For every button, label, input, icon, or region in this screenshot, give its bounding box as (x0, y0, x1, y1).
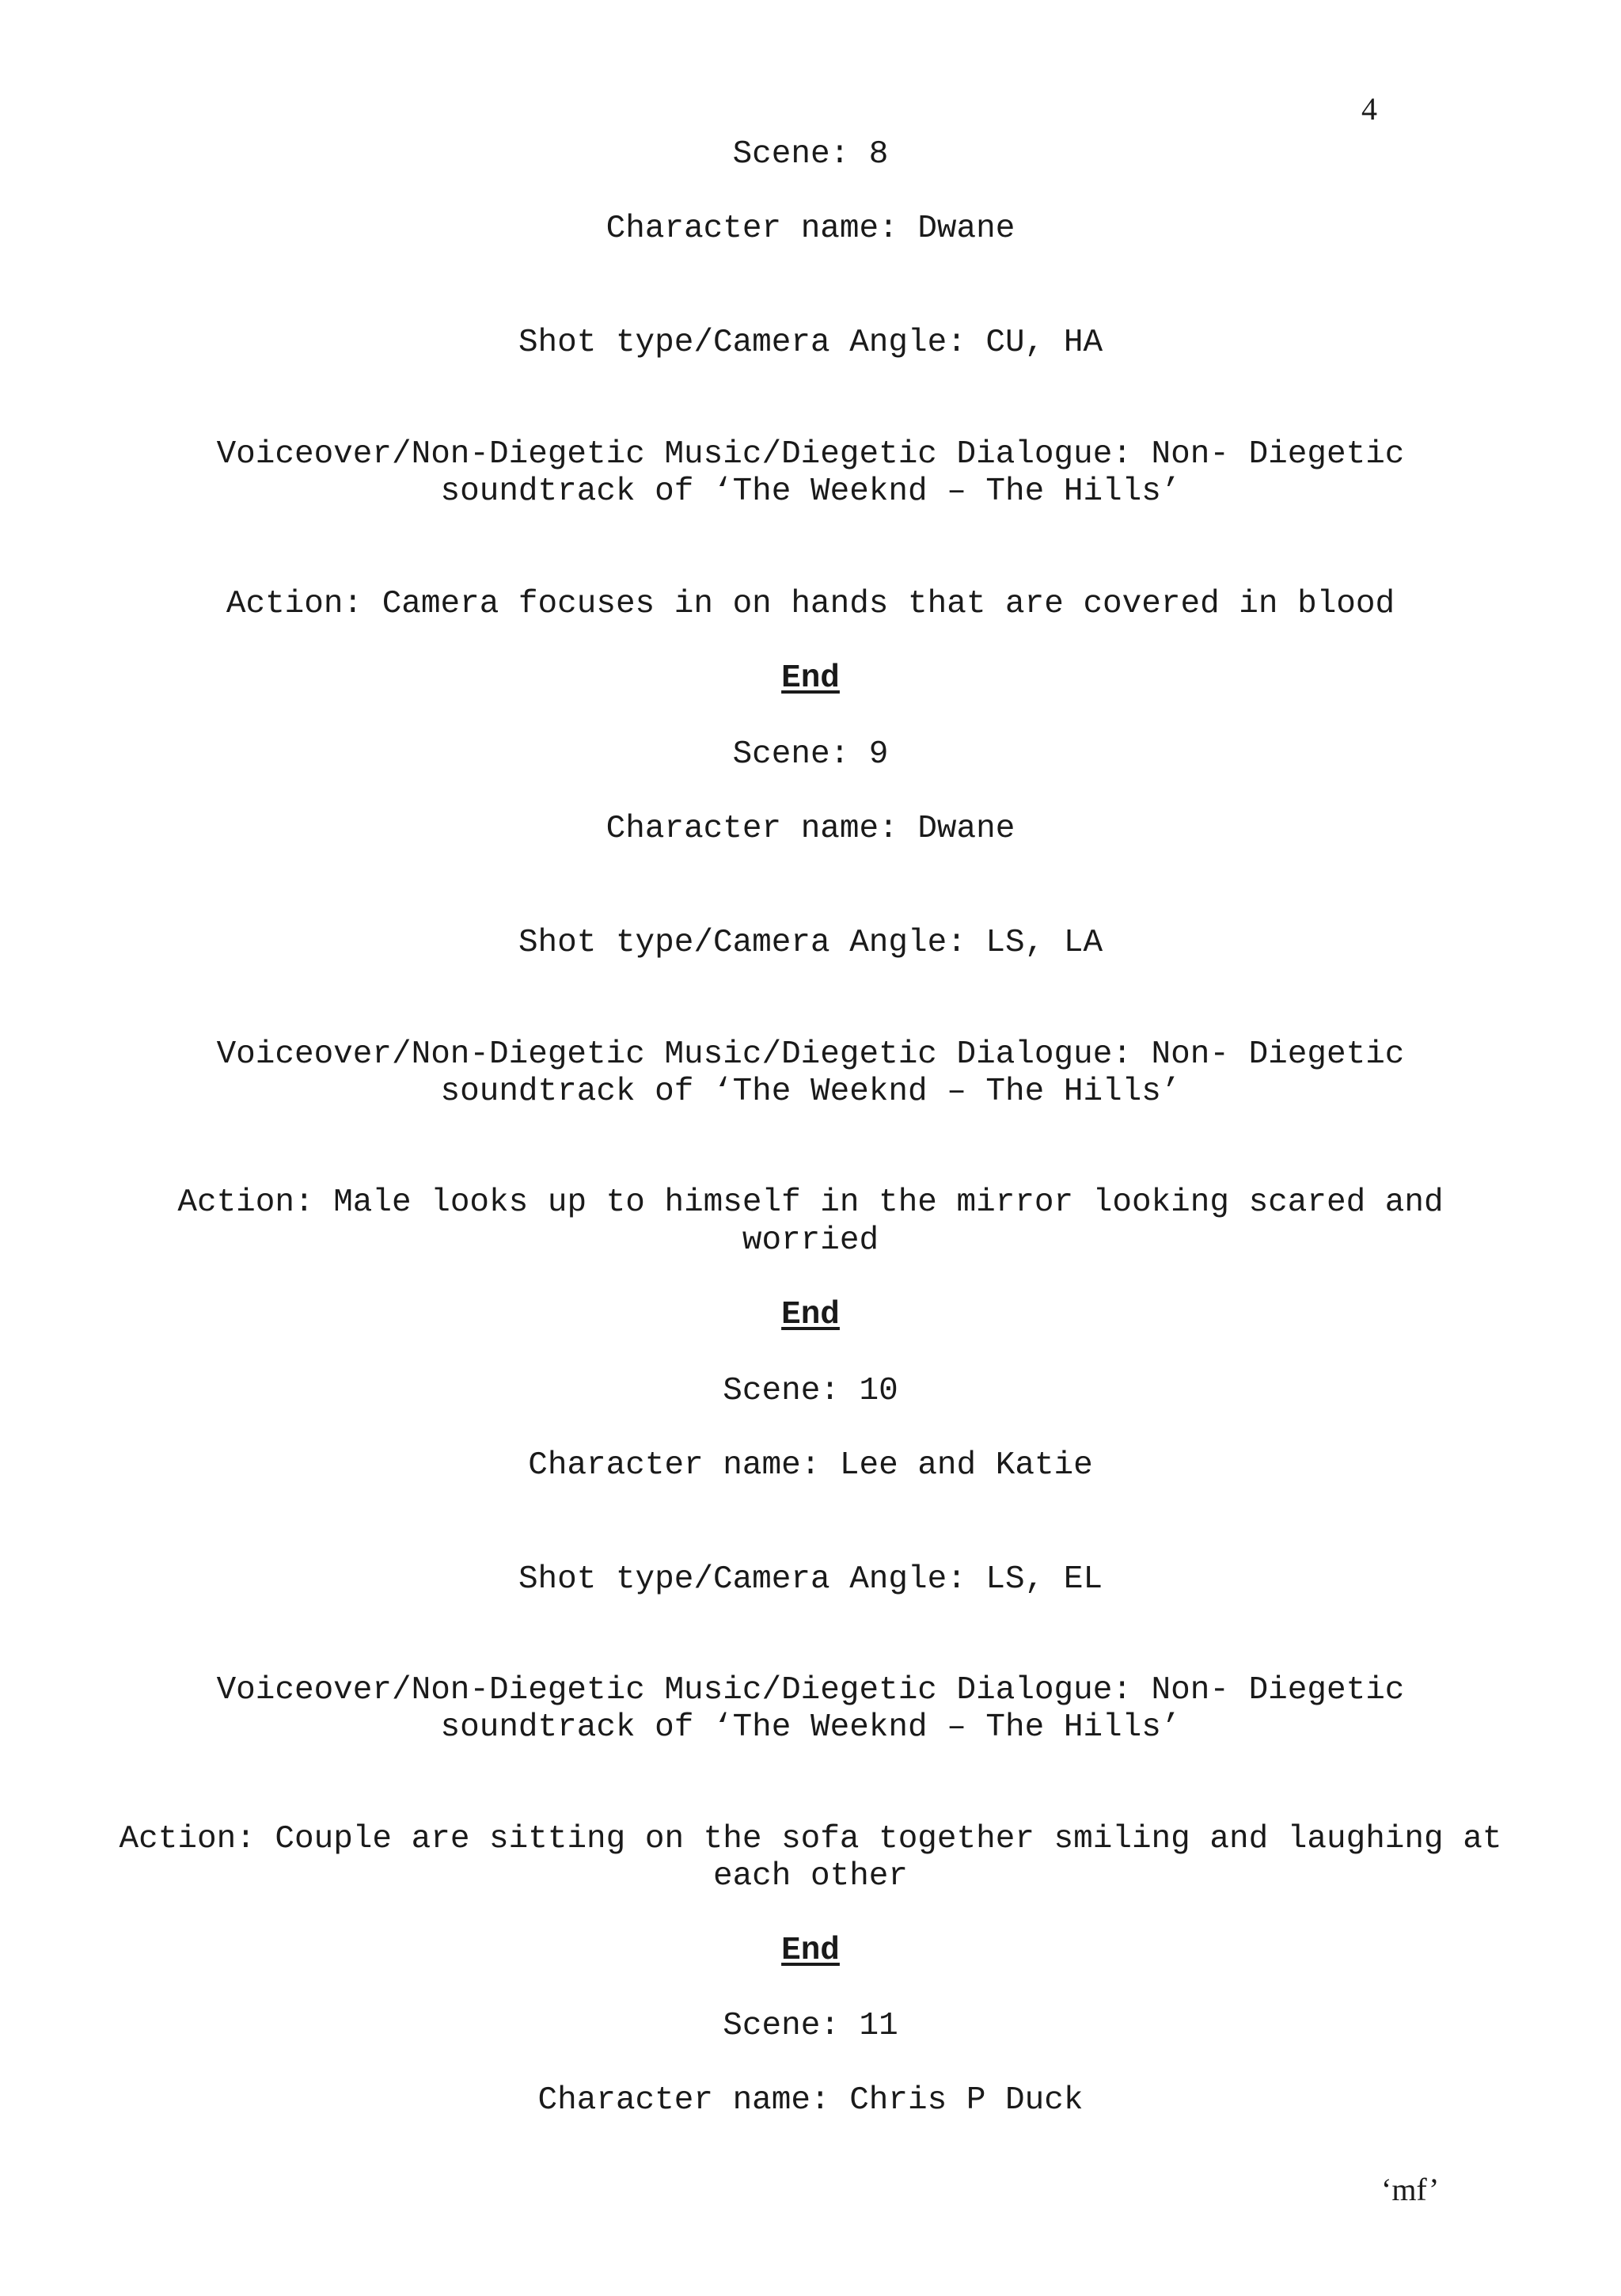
audio-line-1: Voiceover/Non-Diegetic Music/Diegetic Dialogue: Non- Diegetic (216, 1036, 1405, 1073)
page-number: 4 (1361, 91, 1377, 127)
audio-line-2: soundtrack of ‘The Weeknd – The Hills’ (440, 1074, 1181, 1110)
scene-heading: Scene: 8 (732, 136, 889, 173)
end-marker: End (781, 1297, 840, 1333)
audio-line-1: Voiceover/Non-Diegetic Music/Diegetic Dialogue: Non- Diegetic (216, 436, 1405, 473)
scene-heading: Scene: 9 (732, 736, 889, 773)
action-line-1: Action: Camera focuses in on hands that are covered in blood (226, 586, 1395, 622)
character-name: Character name: Dwane (606, 811, 1015, 847)
end-marker: End (781, 1933, 840, 1969)
audio-line-1: Voiceover/Non-Diegetic Music/Diegetic Dialogue: Non- Diegetic (216, 1672, 1405, 1709)
action-line-1: Action: Male looks up to himself in the mirror looking scared and (177, 1184, 1444, 1221)
action-line-1: Action: Couple are sitting on the sofa together smiling and laughing at (119, 1821, 1502, 1857)
scene-heading: Scene: 11 (723, 2008, 898, 2044)
character-name: Character name: Lee and Katie (528, 1447, 1093, 1484)
audio-line-2: soundtrack of ‘The Weeknd – The Hills’ (440, 473, 1181, 510)
shot-type: Shot type/Camera Angle: CU, HA (518, 325, 1103, 361)
audio-line-2: soundtrack of ‘The Weeknd – The Hills’ (440, 1709, 1181, 1746)
end-marker: End (781, 660, 840, 697)
action-line-2: each other (712, 1858, 909, 1895)
character-name: Character name: Dwane (606, 211, 1015, 247)
character-name: Character name: Chris P Duck (537, 2082, 1084, 2119)
shot-type: Shot type/Camera Angle: LS, LA (518, 925, 1103, 961)
scene-heading: Scene: 10 (723, 1373, 898, 1409)
shot-type: Shot type/Camera Angle: LS, EL (518, 1561, 1103, 1598)
action-line-2: worried (742, 1222, 879, 1259)
footer-mark: ‘mf’ (1381, 2172, 1440, 2207)
